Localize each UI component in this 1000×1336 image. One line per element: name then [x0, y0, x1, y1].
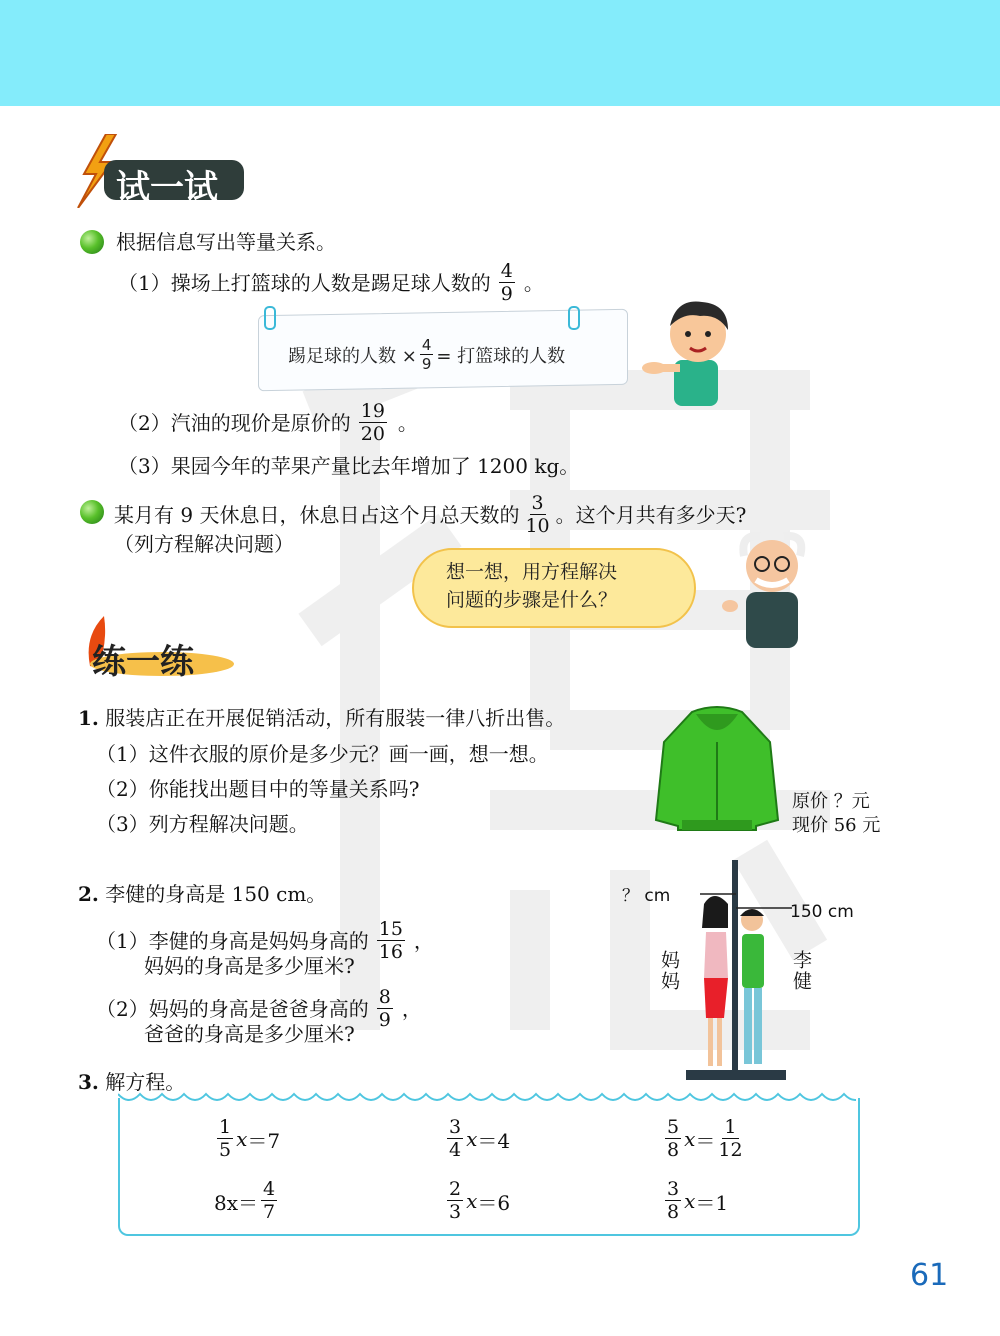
eq-variable: x — [466, 1127, 478, 1151]
p3-text: 解方程。 — [105, 1070, 186, 1094]
numerator: 5 — [667, 1116, 680, 1138]
height-150-label: 150 cm — [790, 902, 854, 922]
note-right: = 打篮球的人数 — [436, 346, 566, 367]
lijian-label: 李健 — [790, 950, 812, 992]
fraction — [359, 402, 387, 444]
equation — [662, 1180, 728, 1222]
speech-bubble-text — [446, 558, 617, 614]
p1-item-1: （1）这件衣服的原价是多少元？画一画，想一想。 — [96, 742, 549, 766]
hoodie-illustration — [652, 702, 782, 832]
denominator: 10 — [525, 515, 550, 537]
fraction — [525, 494, 549, 536]
p2-item-1-question: 妈妈的身高是多少厘米? — [144, 954, 355, 978]
q1-item-1-end: 。 — [523, 271, 544, 295]
denominator: 20 — [360, 423, 385, 445]
practice-section-title: 练一练 — [92, 642, 194, 682]
price-original: 原价 ？元 — [792, 791, 870, 812]
numerator: 1 — [724, 1116, 737, 1138]
p1-item-3: （3）列方程解决问题。 — [96, 812, 309, 836]
equation — [214, 1118, 280, 1160]
eq-variable: x — [466, 1189, 478, 1213]
fraction — [217, 1118, 233, 1160]
p2-text: 李健的身高是 150 cm。 — [105, 882, 327, 906]
hint-note-equation — [288, 338, 565, 372]
p1-line — [78, 704, 565, 732]
denominator: 16 — [378, 941, 403, 963]
unknown-height-label: ？ cm — [622, 886, 671, 906]
equation — [444, 1180, 510, 1222]
q1-item-1-text: （1）操场上打篮球的人数是踢足球人数的 — [118, 271, 491, 295]
professor-illustration — [720, 526, 820, 654]
eq-rhs: ＝4 — [477, 1128, 511, 1153]
numerator: 3 — [531, 492, 544, 514]
numerator: 8 — [378, 986, 391, 1008]
bubble-line-2: 问题的步骤是什么？ — [446, 589, 618, 611]
fraction — [499, 262, 515, 304]
denominator: 8 — [667, 1201, 680, 1223]
mom-label: 妈妈 — [658, 950, 680, 992]
q1-item-3: （3）果园今年的苹果产量比去年增加了 1200 kg。 — [118, 454, 580, 478]
fraction — [377, 988, 393, 1030]
denominator: 9 — [378, 1009, 391, 1031]
denominator: 7 — [263, 1201, 276, 1223]
numerator: 4 — [263, 1178, 276, 1200]
green-bullet-icon — [80, 500, 104, 524]
try-section-title: 试一试 — [116, 168, 218, 208]
eq-variable: x — [684, 1127, 696, 1151]
fraction — [261, 1180, 277, 1222]
equation — [444, 1118, 510, 1160]
paperclip-icon — [264, 306, 276, 330]
eq-variable: x — [684, 1189, 696, 1213]
q2-subtext: （列方程解决问题） — [114, 532, 294, 556]
denominator: 12 — [718, 1139, 743, 1161]
note-left: 踢足球的人数 × — [288, 346, 417, 367]
q2-text-b: 。这个月共有多少天? — [555, 503, 747, 527]
fraction — [447, 1118, 463, 1160]
eq-rhs: ＝6 — [477, 1190, 511, 1215]
numerator: 4 — [500, 260, 513, 282]
height-measure-illustration — [680, 858, 800, 1084]
page-number: 61 — [910, 1258, 949, 1293]
q1-item-1 — [118, 262, 544, 304]
q1-item-2 — [118, 402, 418, 444]
eq-rhs: ＝7 — [247, 1128, 281, 1153]
p2-item-1-text: （1）李健的身高是妈妈身高的 — [96, 929, 369, 953]
denominator: 4 — [449, 1139, 462, 1161]
denominator: 3 — [449, 1201, 462, 1223]
p1-item-2: （2）你能找出题目中的等量关系吗? — [96, 777, 420, 801]
q2-text-a: 某月有 9 天休息日，休息日占这个月总天数的 — [114, 503, 520, 527]
denominator: 5 — [219, 1139, 232, 1161]
p1-text: 服装店正在开展促销活动，所有服装一律八折出售。 — [105, 706, 566, 730]
p2-line — [78, 880, 326, 908]
fraction — [665, 1118, 681, 1160]
p3-number: 3. — [78, 1070, 99, 1094]
numerator: 2 — [449, 1178, 462, 1200]
bubble-line-1: 想一想，用方程解决 — [446, 561, 618, 583]
q1-item-2-end: 。 — [397, 411, 418, 435]
top-banner — [0, 0, 1000, 106]
fraction — [718, 1118, 742, 1160]
eq-rhs: ＝1 — [695, 1190, 729, 1215]
denominator: 9 — [500, 283, 513, 305]
q1-prompt: 根据信息写出等量关系。 — [116, 230, 336, 254]
numerator: 15 — [378, 918, 403, 940]
equation — [662, 1118, 746, 1160]
numerator: 3 — [449, 1116, 462, 1138]
denominator: 8 — [667, 1139, 680, 1161]
numerator: 3 — [667, 1178, 680, 1200]
fraction — [377, 920, 405, 962]
paperclip-icon — [568, 306, 580, 330]
denominator: 9 — [421, 355, 432, 373]
p2-item-2-question: 爸爸的身高是多少厘米? — [144, 1022, 355, 1046]
fraction — [447, 1180, 463, 1222]
green-bullet-icon — [80, 230, 104, 254]
p2-item-2-text: （2）妈妈的身高是爸爸身高的 — [96, 997, 369, 1021]
fraction — [420, 338, 434, 372]
numerator: 4 — [421, 336, 432, 354]
equation — [214, 1180, 280, 1222]
numerator: 19 — [360, 400, 385, 422]
boy-illustration — [640, 290, 744, 410]
fraction — [665, 1180, 681, 1222]
p2-item-2-end: ， — [401, 997, 422, 1021]
p2-number: 2. — [78, 882, 99, 906]
price-now: 现价 56 元 — [792, 815, 881, 836]
eq-variable: x — [236, 1127, 248, 1151]
numerator: 1 — [219, 1116, 232, 1138]
eq-prefix: 8x＝ — [214, 1190, 259, 1215]
p2-item-1-end: ， — [413, 929, 434, 953]
eq-rhs: ＝ — [695, 1128, 716, 1153]
q1-item-2-text: （2）汽油的现价是原价的 — [118, 411, 351, 435]
p1-number: 1. — [78, 706, 99, 730]
